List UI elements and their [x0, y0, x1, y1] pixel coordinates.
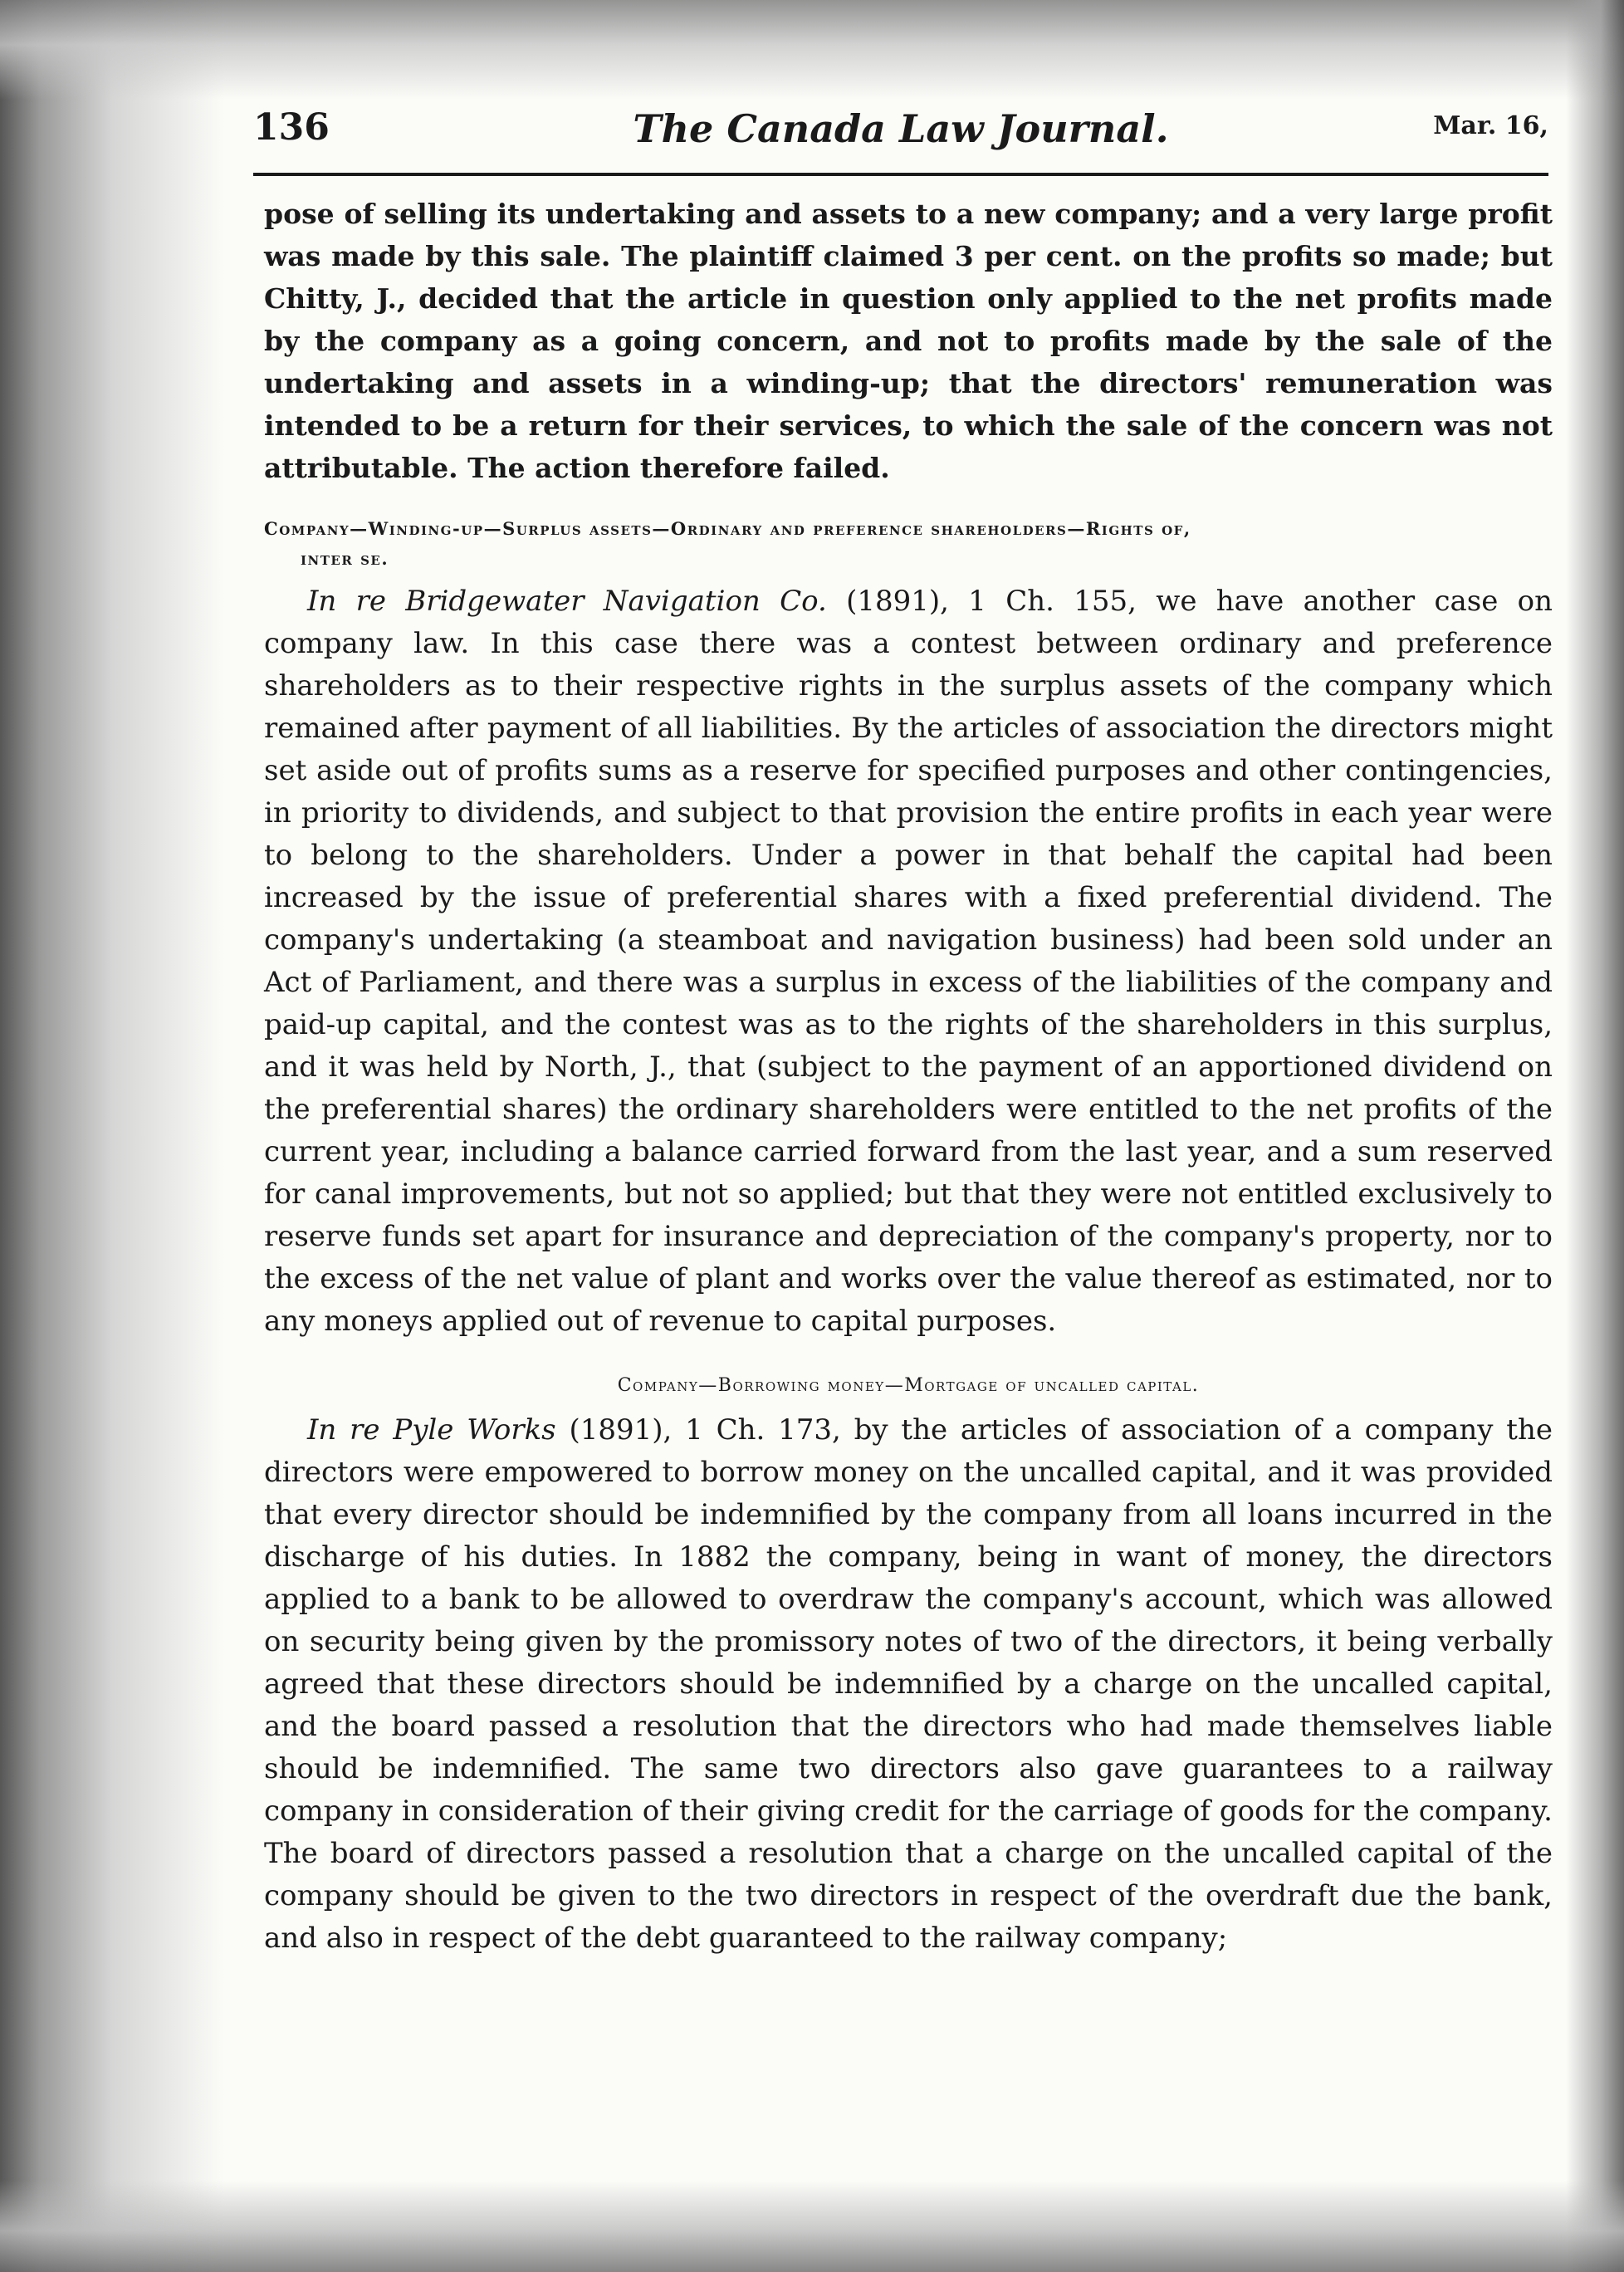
- scan-shadow-bottom: [0, 2181, 1624, 2272]
- header-rule: [253, 173, 1548, 176]
- case-text: (1891), 1 Ch. 173, by the articles of association of a company the directors were empowered to borrow money on the uncalled capital, and it was provided that every director should be indemnified by the company from all loans incurred in the discharge of his duties. In 1882 the company, being in want of money, the directors applied to a bank to be allowed to overdraw the company's account, which was allowed on security being given by the promissory notes of two of the directors, it being verbally agreed that these directors should be indemnified by a charge on the uncalled capital, and the board passed a resolution that the directors who had made themselves liable should be indemnified. The same two directors also gave guarantees to a railway company in consideration of their giving credit for the carriage of goods for the company. The board of directors passed a resolution that a charge on the uncalled capital of the company should be given to the two directors in respect of the overdraft due the bank, and also in respect of the debt guaranteed to the railway company;: [264, 1413, 1553, 1955]
- article-body: [264, 193, 1553, 1960]
- section-heading-line: Company—Winding-up—Surplus assets—Ordinary and preference shareholders—Rights of,: [264, 518, 1191, 539]
- journal-title: The Canada Law Journal.: [633, 106, 1169, 151]
- section-heading-winding-up: [264, 514, 1553, 574]
- scan-shadow-left: [0, 0, 224, 2272]
- case-name: In re Bridgewater Navigation Co.: [307, 585, 827, 618]
- section-heading-line: inter se.: [301, 548, 389, 569]
- case-name: In re Pyle Works: [307, 1413, 556, 1447]
- header-date: Mar. 16,: [1433, 111, 1548, 140]
- case-paragraph-pyle-works: [264, 1409, 1553, 1960]
- section-heading-borrowing: Company—Borrowing money—Mortgage of uncalled capital.: [617, 1375, 1200, 1396]
- scan-shadow-top: [0, 0, 1624, 100]
- case-text: (1891), 1 Ch. 155, we have another case on company law. In this case there was a contest between ordinary and preference shareholders as to their respective rights in the surplus assets of the company which remained after payment of all liabilities. By the articles of association the directors might set aside out of profits sums as a reserve for specified purposes and other contingencies, in priority to dividends, and subject to that provision the entire profits in each year were to belong to the shareholders. Under a power in that behalf the capital had been increased by the issue of preferential shares with a fixed preferential dividend. The company's undertaking (a steamboat and navigation business) had been sold under an Act of Parliament, and there was a surplus in excess of the liabilities of the company and paid-up capital, and the contest was as to the rights of the shareholders in this surplus, and it was held by North, J., that (subject to the payment of an apportioned dividend on the preferential shares) the ordinary shareholders were entitled to the net profits of the current year, including a balance carried forward from the last year, and a sum reserved for canal improvements, but not so applied; but that they were not entitled exclusively to reserve funds set apart for insurance and depreciation of the company's property, nor to the excess of the net value of plant and works over the value thereof as estimated, nor to any moneys applied out of revenue to capital purposes.: [264, 585, 1553, 1338]
- scan-shadow-right: [1566, 0, 1624, 2272]
- continuation-paragraph: pose of selling its undertaking and assets to a new company; and a very large profit was made by this sale. The plaintiff claimed 3 per cent. on the profits so made; but Chitty, J., decided that the article in question only applied to the net profits made by the company as a going concern, and not to profits made by the sale of the undertaking and assets in a winding-up; that the directors' remuneration was intended to be a return for their services, to which the sale of the concern was not attributable. The action therefore failed.: [264, 198, 1553, 484]
- running-head: [253, 106, 1548, 156]
- case-paragraph-bridgewater: [264, 580, 1553, 1343]
- page-number: 136: [253, 106, 330, 149]
